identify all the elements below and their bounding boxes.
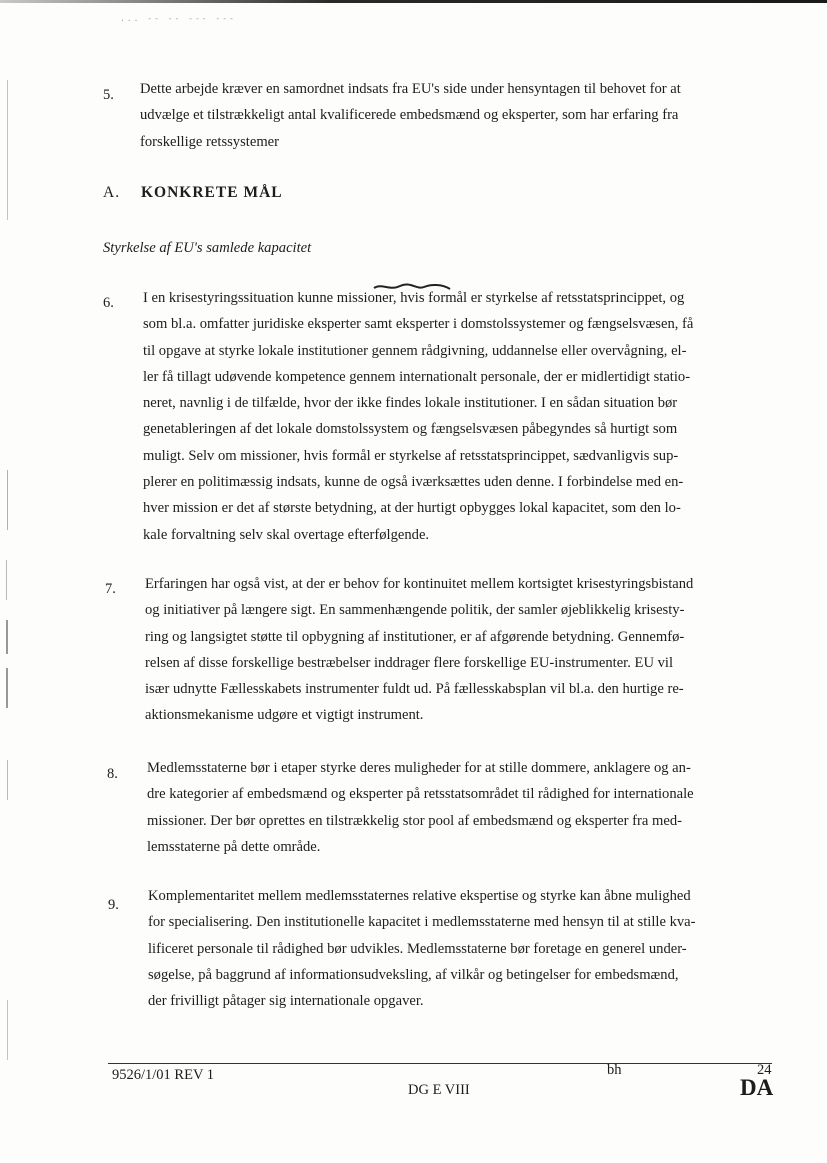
section-label: A. (103, 184, 121, 201)
text-line: forskellige retssystemer (140, 133, 280, 150)
text-line: ler få tillagt udøvende kompetence gennem internationalt personale, der er midlertidigt statio- (143, 368, 691, 385)
text-line: til opgave at styrke lokale institutioner gennem rådgivning, uddannelse eller overvågning, el- (143, 342, 687, 359)
paragraph-text (145, 571, 765, 729)
text-line: lemsstaterne på dette område. (147, 838, 321, 855)
subheading: Styrkelse af EU's samlede kapacitet (103, 240, 312, 256)
paragraph-number: 8. (107, 766, 118, 782)
text-line: Erfaringen har også vist, at der er behov for kontinuitet mellem kortsigtet krisestyringsbistand (145, 576, 694, 592)
text-line: hver mission er det af største betydning, at der hurtigt opbygges lokal kapacitet, som den lo- (143, 500, 681, 517)
text-line: missioner. Der bør oprettes en tilstrækkelig stor pool af embedsmænd og eksperter fra med- (147, 812, 682, 829)
text-line: udvælge et tilstrækkeligt antal kvalificerede embedsmænd og eksperter, som har erfaring fra (140, 107, 679, 124)
scan-edge-mark (6, 560, 7, 600)
text-line: plerer en politimæssig indsats, kunne de også iværksættes uden denne. I forbindelse med en- (143, 474, 684, 491)
footer-initials: bh (607, 1062, 622, 1078)
paragraph-text (147, 755, 767, 860)
scan-edge-mark (7, 470, 8, 530)
paragraph-number: 7. (105, 581, 116, 597)
text-line: kale forvaltning selv skal overtage efterfølgende. (143, 526, 430, 543)
scan-edge-mark (6, 668, 8, 708)
footer-doc-ref: 9526/1/01 REV 1 (112, 1067, 215, 1083)
paragraph-number: 9. (108, 897, 119, 913)
section-heading (103, 184, 283, 202)
paragraph-text (148, 883, 768, 1014)
text-line: relsen af disse forskellige bestræbelser inddrager flere forskellige EU-instrumenter. EU vil (145, 654, 674, 671)
text-line: der frivilligt påtager sig internationale opgaver. (148, 993, 424, 1010)
paragraph-number: 6. (103, 295, 114, 311)
section-title: KONKRETE MÅL (141, 184, 283, 201)
text-line: Medlemsstaterne bør i etaper styrke deres muligheder for at stille dommere, anklagere og an- (147, 760, 691, 776)
scan-edge-mark (7, 1000, 8, 1060)
text-line: dre kategorier af embedsmænd og eksperter på retsstatsområdet til rådighed for internationale (147, 786, 694, 803)
text-line: I en krisestyringssituation kunne missioner, hvis formål er styrkelse af retsstatsprincippet, og (143, 290, 685, 306)
paragraph-number: 5. (103, 87, 114, 103)
footer-language-code: DA (740, 1075, 774, 1100)
text-line: som bl.a. omfatter juridiske eksperter samt eksperter i domstolssystemer og fængselsvæsen, få (143, 316, 694, 333)
paragraph-text (143, 285, 758, 548)
footer-page-number: 24 (757, 1062, 772, 1078)
scan-edge-mark (7, 80, 8, 220)
text-line: Komplementaritet mellem medlemsstaternes relative ekspertise og styrke kan åbne mulighed (148, 888, 691, 904)
footer-directorate: DG E VIII (408, 1082, 470, 1098)
text-line: søgelse, på baggrund af informationsudveksling, af vilkår og betingelser for embedsmænd, (148, 966, 679, 983)
text-line: genetableringen af det lokale domstolssystem og fængselsvæsen påbegyndes så hurtigt som (143, 421, 678, 438)
text-line: især udnytte Fællesskabets instrumenter fuldt ud. På fællesskabsplan vil bl.a. den hurtige re- (145, 681, 684, 698)
scan-edge-mark (6, 620, 8, 654)
text-line: aktionsmekanisme udgøre et vigtigt instrument. (145, 707, 424, 724)
scan-edge-mark (7, 760, 8, 800)
text-line: for specialisering. Den institutionelle kapacitet i medlemsstaterne med hensyn til at stille kva- (148, 914, 696, 931)
header-scan-noise: ... -- -- --- --- (120, 14, 236, 23)
paragraph-text (140, 76, 752, 155)
text-line: og initiativer på længere sigt. En sammenhængende politik, der samler øjeblikkelig krisesty- (145, 602, 685, 619)
text-line: ring og langsigtet støtte til opbygning af institutioner, er af afgørende betydning. Gennemfø- (145, 628, 685, 645)
text-line: Dette arbejde kræver en samordnet indsats fra EU's side under hensyntagen til behovet for at (140, 81, 681, 97)
footer-rule (108, 1063, 772, 1064)
text-line: neret, navnlig i de tilfælde, hvor der ikke findes lokale institutioner. I en sådan situation bør (143, 395, 678, 412)
scan-top-border (0, 0, 827, 3)
text-line: muligt. Selv om missioner, hvis formål er styrkelse af retsstatsprincippet, sædvanligvis sup- (143, 447, 679, 464)
text-line: lificeret personale til rådighed bør udvikles. Medlemsstaterne bør foretage en generel under- (148, 940, 687, 957)
